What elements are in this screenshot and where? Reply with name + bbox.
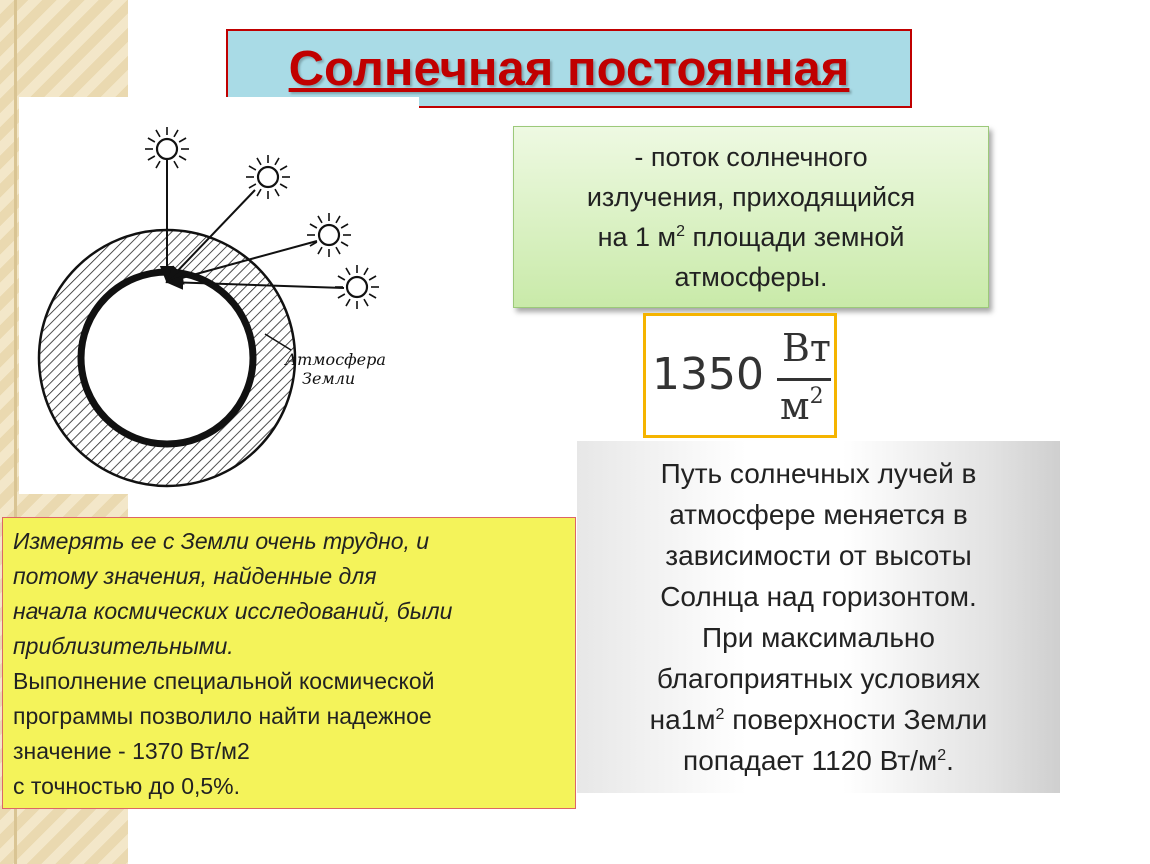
sun-ray [174,130,178,137]
sun-ray [257,189,261,196]
sun-ray [338,276,345,280]
sun-disc [157,139,177,159]
measurement-box [2,517,576,809]
atmosphere-label: Земли [302,369,356,388]
sun-ray [275,158,279,165]
measurement-italic-text [13,524,565,664]
measurement-line: программы позволило найти надежное [13,703,432,729]
path-line: Путь солнечных лучей в [660,458,977,489]
measurement-line: начала космических исследований, были [13,598,453,624]
definition-box [513,126,989,308]
measurement-line: значение - 1370 Вт/м2 [13,738,250,764]
measurement-line: приблизительными. [13,633,234,659]
definition-line: атмосферы. [674,262,828,292]
sun-ray [249,166,256,170]
path-line: благоприятных условиях [656,663,981,694]
diagram-svg [19,97,419,494]
measurement-normal-text [13,664,565,804]
sun-ray [179,156,186,160]
constant-value: 1350 [652,349,764,400]
sun-ray [249,184,256,188]
solar-path-text [650,453,988,781]
sun-ray [369,276,376,280]
measurement-line: Выполнение специальной космической [13,668,435,694]
atmosphere-label: Атмосфера [285,350,386,369]
sun-disc [347,277,367,297]
definition-text-part: площади земной [684,222,905,252]
sun-ray [336,216,340,223]
path-line [650,740,988,781]
unit-denominator-text: м [780,384,810,428]
sun-ray [369,294,376,298]
sun-ray [346,268,350,275]
solar-path-box [577,441,1060,793]
measurement-line: Измерять ее с Земли очень трудно, и [13,528,430,554]
definition-line: - поток солнечного [634,142,868,172]
sun-ray [275,189,279,196]
superscript: 2 [676,223,685,240]
earth-circle [81,272,253,444]
sun-ray [310,224,317,228]
sun-ray [280,166,287,170]
sun-ray [364,268,368,275]
sun-ray [156,161,160,168]
sun-ray [341,242,348,246]
superscript: 2 [937,747,947,764]
sun-ray [341,224,348,228]
measurement-line: с точностью до 0,5%. [13,773,241,799]
measurement-line: потому значения, найденные для [13,563,377,589]
sun-ray [280,184,287,188]
sun-ray [318,216,322,223]
path-text-part: . [946,745,954,776]
path-text-part: попадает 1120 Вт/м [683,745,938,776]
definition-text-part: на 1 м [597,222,677,252]
sun-ray [318,247,322,254]
sun-ray [148,156,155,160]
path-line: При максимально [702,622,935,653]
constant-value-box [643,313,837,438]
sun-ray [346,299,350,306]
path-text-part: поверхности Земли [724,704,988,735]
sun-disc [319,225,339,245]
fraction-bar [777,378,831,381]
page-title: Солнечная постоянная [288,41,850,96]
path-line: зависимости от высоты [665,540,972,571]
sun-ray [179,138,186,142]
sun-ray [336,247,340,254]
superscript: 2 [809,384,824,409]
path-line: Солнца над горизонтом. [660,581,977,612]
definition-text [587,137,915,297]
definition-line: излучения, приходящийся [586,182,916,212]
sun-ray [364,299,368,306]
sun-icon [307,213,351,257]
sun-ray [257,158,261,165]
earth-atmosphere-diagram [19,97,419,494]
sun-disc [258,167,278,187]
unit-numerator: Вт [782,326,831,370]
path-line [650,699,988,740]
sun-ray [148,138,155,142]
sun-ray [174,161,178,168]
superscript: 2 [715,706,725,723]
path-line: атмосфере меняется в [669,499,968,530]
definition-line [587,217,915,257]
path-text-part: на1м [649,704,716,735]
sun-ray [156,130,160,137]
unit-denominator [780,384,824,428]
sun-ray [338,294,345,298]
